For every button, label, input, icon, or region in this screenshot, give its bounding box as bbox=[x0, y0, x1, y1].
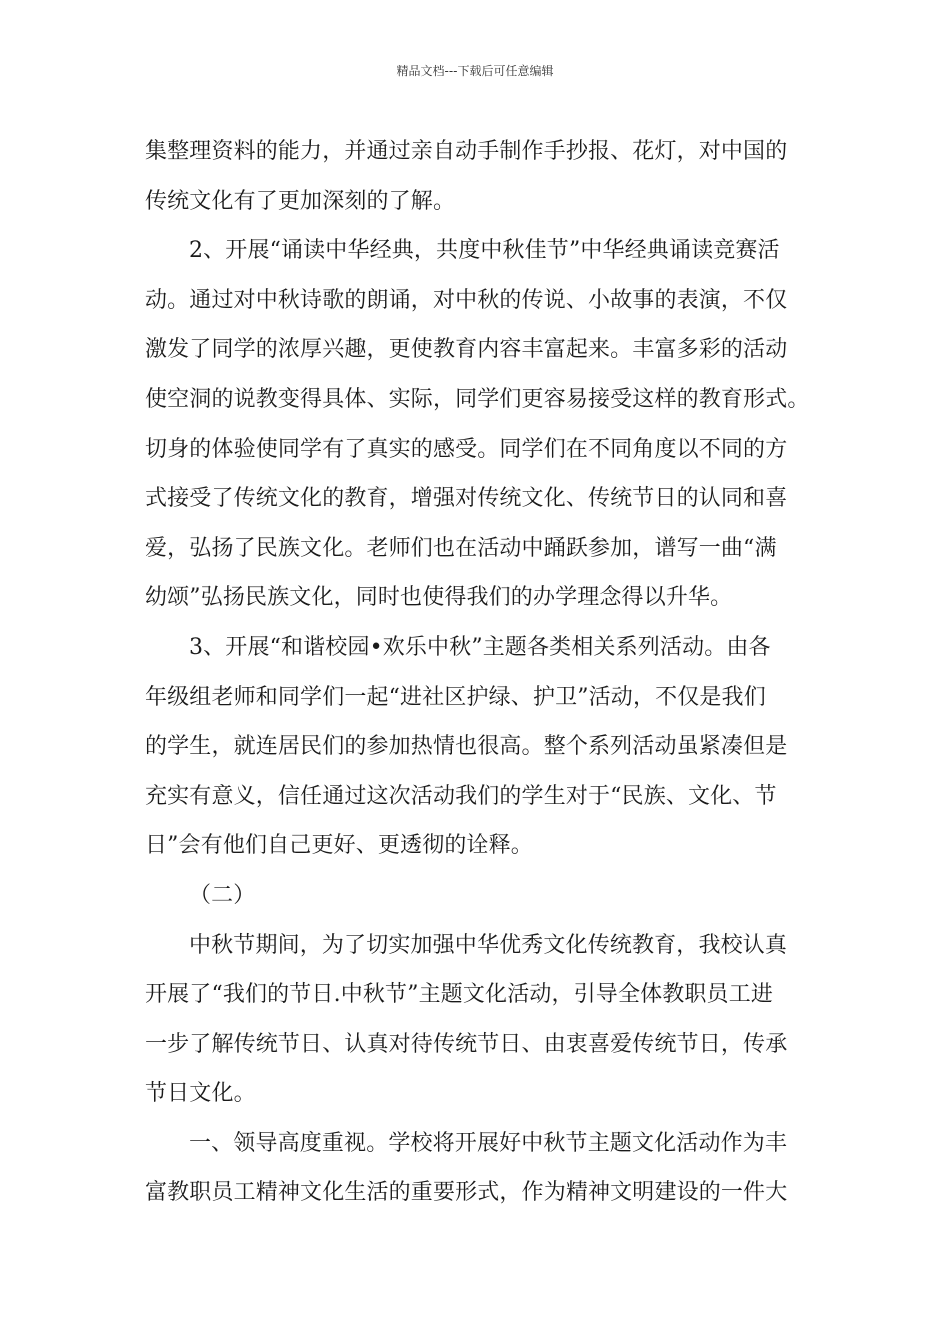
text-line: 集整理资料的能力，并通过亲自动手制作手抄报、花灯，对中国的 bbox=[145, 139, 788, 164]
text-line: 传统文化有了更加深刻的了解。 bbox=[145, 188, 456, 214]
paragraph-start-line: 中秋节期间，为了切实加强中华优秀文化传统教育，我校认真 bbox=[189, 932, 788, 958]
text-line: 使空洞的说教变得具体、实际，同学们更容易接受这样的教育形式。 bbox=[145, 386, 810, 412]
text-line: 式接受了传统文化的教育，增强对传统文化、传统节日的认同和喜 bbox=[145, 486, 788, 512]
text-line: 激发了同学的浓厚兴趣，更使教育内容丰富起来。丰富多彩的活动 bbox=[145, 337, 788, 363]
section-heading: （二） bbox=[189, 882, 256, 908]
paragraph-start-line: 2、开展“诵读中华经典，共度中秋佳节”中华经典诵读竞赛活 bbox=[189, 238, 780, 264]
text-line: 开展了“我们的节日.中秋节”主题文化活动，引导全体教职员工进 bbox=[145, 982, 773, 1008]
paragraph-start-line: 一、领导高度重视。学校将开展好中秋节主题文化活动作为丰 bbox=[189, 1130, 788, 1156]
text-line: 年级组老师和同学们一起“进社区护绿、护卫”活动，不仅是我们 bbox=[145, 684, 766, 710]
text-line: 富教职员工精神文化生活的重要形式，作为精神文明建设的一件大 bbox=[145, 1180, 788, 1206]
text-line: 幼颂”弘扬民族文化，同时也使得我们的办学理念得以升华。 bbox=[145, 585, 733, 611]
text-line: 的学生，就连居民们的参加热情也很高。整个系列活动虽紧凑但是 bbox=[145, 734, 788, 760]
text-line: 日”会有他们自己更好、更透彻的诠释。 bbox=[145, 833, 533, 859]
text-line: 切身的体验使同学有了真实的感受。同学们在不同角度以不同的方 bbox=[145, 436, 788, 462]
page-header: 精品文档---下载后可任意编辑 bbox=[396, 64, 554, 78]
text-line: 节日文化。 bbox=[145, 1081, 256, 1107]
text-line: 充实有意义，信任通过这次活动我们的学生对于“民族、文化、节 bbox=[145, 783, 777, 809]
text-line: 动。通过对中秋诗歌的朗诵，对中秋的传说、小故事的表演，不仅 bbox=[145, 287, 788, 313]
text-line: 一步了解传统节日、认真对待传统节日、由衷喜爱传统节日，传承 bbox=[145, 1031, 788, 1057]
paragraph-start-line: 3、开展“和谐校园•欢乐中秋”主题各类相关系列活动。由各 bbox=[189, 634, 771, 660]
text-line: 爱，弘扬了民族文化。老师们也在活动中踊跃参加，谱写一曲“满 bbox=[145, 535, 777, 561]
body-text bbox=[145, 127, 820, 1218]
